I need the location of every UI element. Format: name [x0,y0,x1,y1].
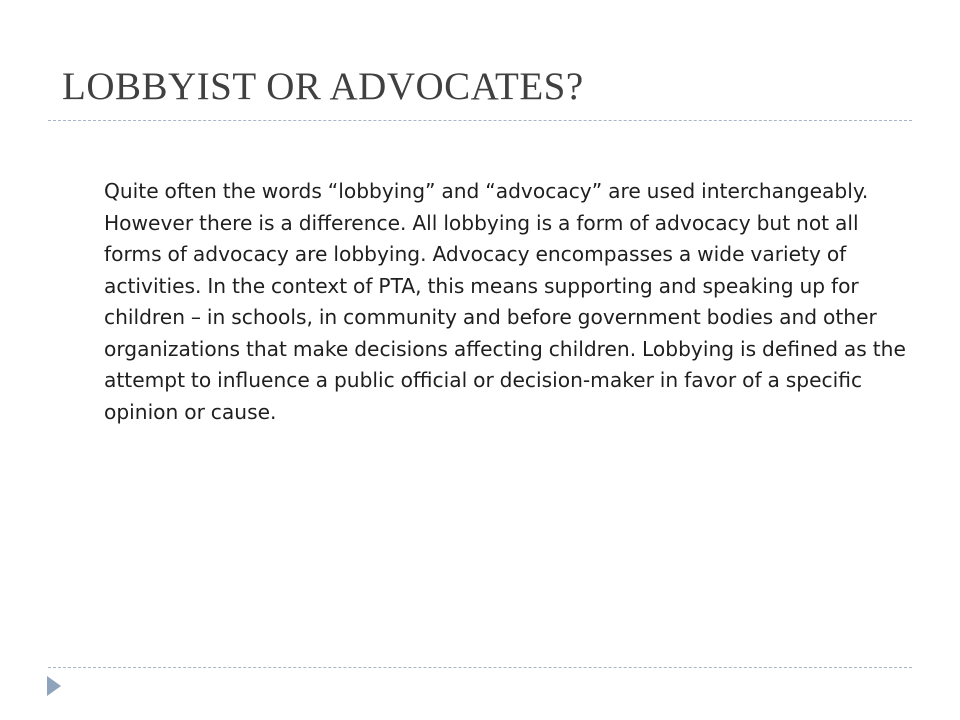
slide-title: LOBBYIST OR ADVOCATES? [62,65,584,108]
play-triangle-icon [47,676,61,696]
footer-divider [48,667,912,668]
slide-body-text: Quite often the words “lobbying” and “advocacy” are used interchangeably. However there is a difference. All lobbying is a form of advocacy but not all forms of advocacy are lobbying. Advocacy encompasses a wide variety of activities. In the context of PTA, this means supporting and speaking up for children – in schools, in community and before government bodies and other organizations that make decisions affecting children. Lobbying is defined as the attempt to influence a public official or decision-maker in favor of a specific opinion or cause. [104,179,906,424]
title-divider [48,120,912,121]
